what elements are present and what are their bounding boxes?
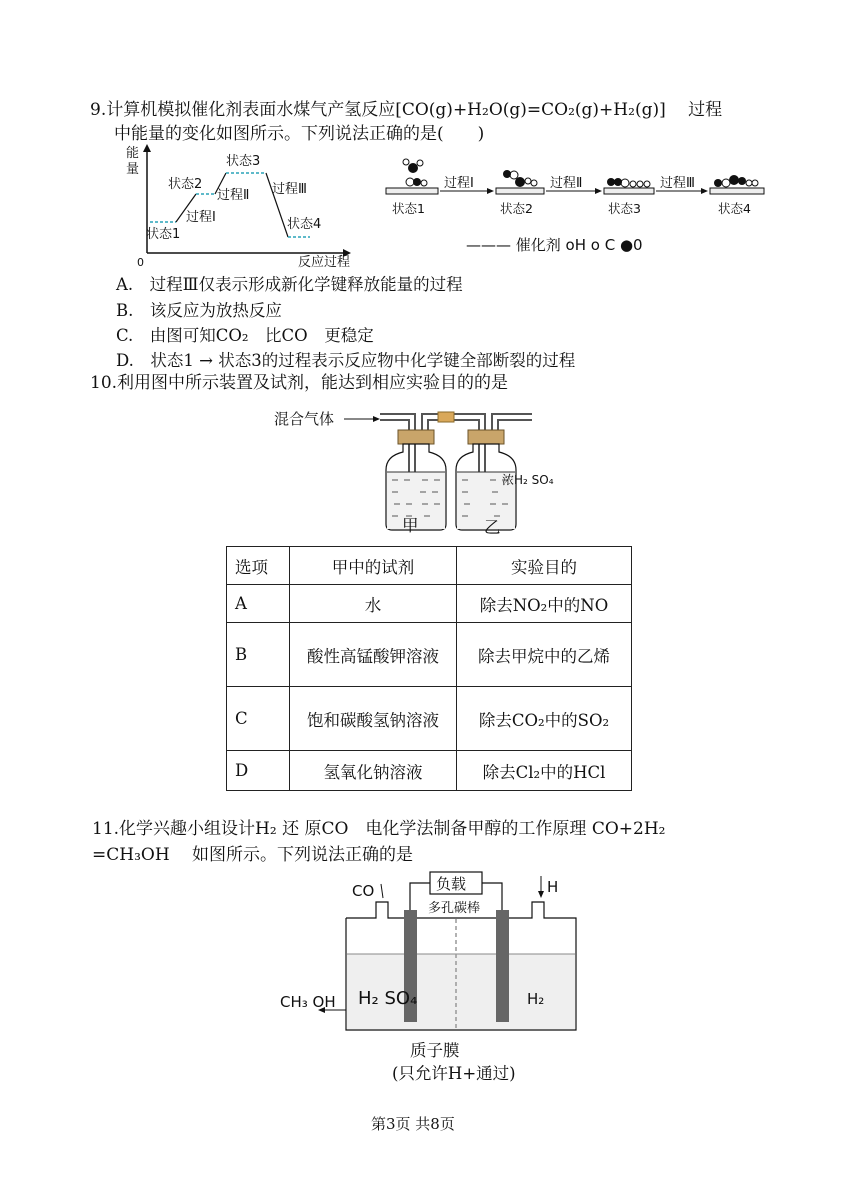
q9-stem-line1: 9.计算机模拟催化剂表面水煤气产氢反应[CO(g)+H₂O(g)=CO₂(g)+H₂(g)] 过程 (90, 100, 723, 120)
q9-option-a: A. 过程Ⅲ仅表示形成新化学键释放能量的过程 (116, 275, 463, 294)
energy-state-3: 状态3 (226, 154, 261, 169)
bottle-label-jia: 甲 (402, 516, 419, 535)
electrode-label: 多孔碳棒 (428, 901, 481, 916)
q9-option-c: C. 由图可知CO₂ 比CO 更稳定 (116, 326, 374, 345)
co-inlet-label: CO (352, 882, 375, 900)
energy-state-1: 状态1 (146, 227, 181, 242)
table-cell-purpose: 除去NO₂中的NO (457, 585, 632, 623)
q11-stem-line1: 11.化学兴趣小组设计H₂ 还 原CO 电化学法制备甲醇的工作原理 CO+2H₂ (92, 819, 666, 839)
mech-state-3: 状态3 (608, 201, 641, 216)
table-row (227, 585, 632, 623)
energy-state-2: 状态2 (168, 177, 203, 192)
table-cell-reagent: 饱和碳酸氢钠溶液 (290, 687, 457, 751)
mech-state-4: 状态4 (718, 201, 751, 216)
q10-options-table (226, 546, 632, 791)
energy-diagram (120, 143, 370, 268)
bottle-label-yi: 乙 (484, 518, 501, 537)
energy-origin: 0 (137, 256, 144, 268)
acid-label: 浓H₂ SO₄ (502, 473, 554, 487)
table-row (227, 751, 632, 791)
right-gas-label: H₂ (527, 990, 545, 1008)
load-label: 负载 (436, 875, 467, 893)
energy-xlabel: 反应过程 (298, 255, 351, 268)
energy-state-4: 状态4 (287, 217, 322, 232)
table-cell-reagent: 水 (290, 585, 457, 623)
product-label: CH₃ OH (280, 993, 336, 1011)
table-cell-purpose: 除去甲烷中的乙烯 (457, 623, 632, 687)
mech-process-3: 过程Ⅲ (660, 176, 695, 191)
page-number: 第3页 共8页 (371, 1115, 455, 1133)
table-cell-purpose: 除去CO₂中的SO₂ (457, 687, 632, 751)
table-header-option: 选项 (227, 547, 290, 585)
gas-label: 混合气体 (274, 410, 335, 428)
mech-process-2: 过程Ⅱ (550, 176, 583, 191)
mechanism-diagram (380, 152, 770, 262)
mech-process-1: 过程Ⅰ (444, 176, 474, 191)
table-header-purpose: 实验目的 (457, 547, 632, 585)
energy-process-2: 过程Ⅱ (217, 188, 250, 203)
mech-legend: ——— 催化剂 oH o C ●0 (466, 236, 643, 254)
table-header-reagent: 甲中的试剂 (290, 547, 457, 585)
q9-option-d: D. 状态1 → 状态3的过程表示反应物中化学键全部断裂的过程 (116, 351, 576, 370)
gas-wash-apparatus (270, 400, 580, 535)
q11-stem-line2: =CH₃OH 如图所示。下列说法正确的是 (92, 845, 414, 865)
table-cell-reagent: 氢氧化钠溶液 (290, 751, 457, 791)
electrolyte-label: H₂ SO₄ (358, 988, 418, 1009)
table-row (227, 687, 632, 751)
electrochemical-cell (276, 868, 596, 1036)
energy-ylabel-2: 量 (126, 162, 140, 177)
energy-process-3: 过程Ⅲ (272, 182, 307, 197)
q9-option-b: B. 该反应为放热反应 (116, 301, 282, 320)
h-inlet-label: H (547, 878, 559, 896)
table-cell-purpose: 除去Cl₂中的HCl (457, 751, 632, 791)
table-cell-option: D (227, 751, 290, 791)
membrane-note: (只允许H+通过) (392, 1064, 516, 1083)
table-cell-reagent: 酸性高锰酸钾溶液 (290, 623, 457, 687)
energy-ylabel-1: 能 (126, 146, 140, 161)
q9-stem-line2: 中能量的变化如图所示。下列说法正确的是( ) (114, 124, 485, 144)
table-cell-option: C (227, 687, 290, 751)
energy-process-1: 过程Ⅰ (186, 210, 216, 225)
membrane-label: 质子膜 (410, 1041, 460, 1060)
table-cell-option: A (227, 585, 290, 623)
mech-state-2: 状态2 (500, 201, 533, 216)
table-row (227, 623, 632, 687)
table-cell-option: B (227, 623, 290, 687)
table-header-row (227, 547, 632, 585)
q10-stem: 10.利用图中所示装置及试剂，能达到相应实验目的的是 (90, 373, 509, 393)
mech-state-1: 状态1 (392, 201, 425, 216)
